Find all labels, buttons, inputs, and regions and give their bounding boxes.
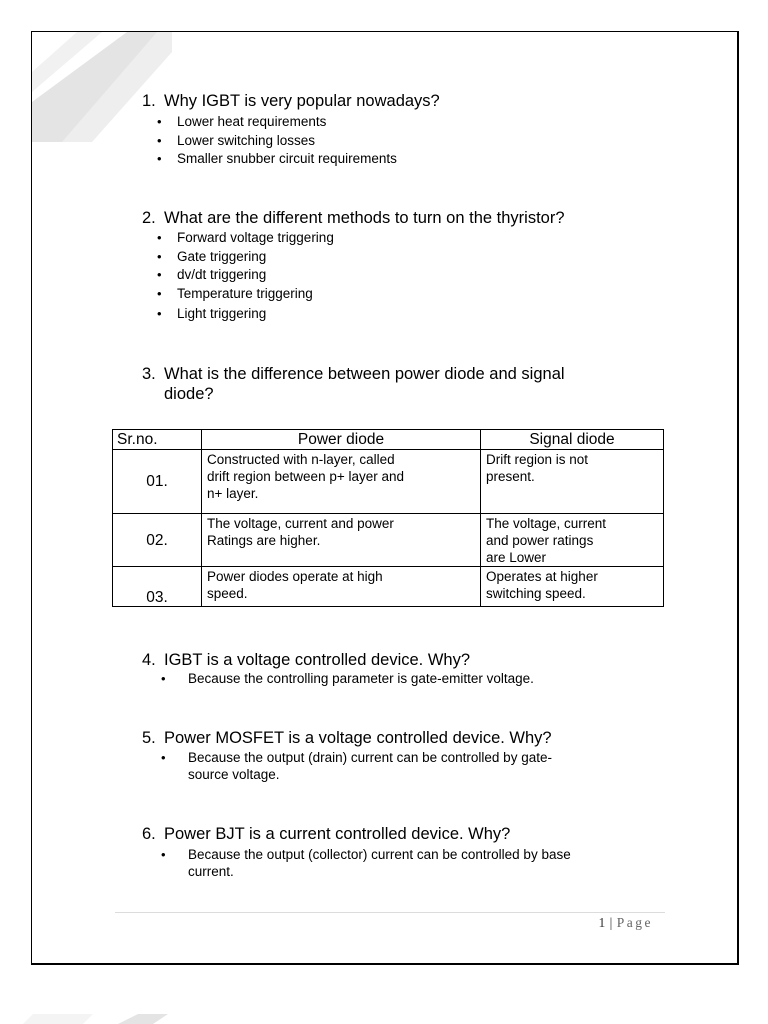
table-cell-signal-diode: [481, 450, 664, 514]
page-number-value: 1: [598, 915, 606, 930]
cell-line: switching speed.: [486, 586, 586, 601]
question-2: [142, 208, 565, 228]
question-1-answers: [157, 113, 397, 169]
question-4-answers: [161, 670, 534, 687]
column-header-srno: Sr.no.: [113, 430, 202, 450]
cell-line: present.: [486, 469, 535, 484]
question-number: 1.: [142, 92, 156, 110]
page-number-separator: |: [609, 915, 613, 930]
list-item-line: • Because the output (drain) current can be controlled by gate-: [188, 750, 552, 765]
table-cell-signal-diode: [481, 514, 664, 567]
cell-line: are Lower: [486, 550, 547, 565]
question-5-answers: [161, 749, 552, 783]
table-cell-srno: 02.: [113, 514, 202, 567]
table-cell-power-diode: [202, 514, 481, 567]
cell-line: Constructed with n-layer, called: [207, 452, 395, 467]
question-2-answers: [157, 229, 334, 324]
question-number: 2.: [142, 209, 156, 227]
list-item: • Because the controlling parameter is gate-emitter voltage.: [161, 670, 534, 687]
list-item-line: • Because the output (collector) current can be controlled by base: [188, 847, 571, 862]
list-item: • Lower heat requirements: [157, 113, 397, 132]
table-cell-power-diode: [202, 567, 481, 607]
list-item: • Temperature triggering: [157, 285, 334, 304]
cell-line: Ratings are higher.: [207, 533, 321, 548]
corner-decoration: [32, 32, 172, 142]
question-text: Why IGBT is very popular nowadays?: [164, 92, 440, 110]
question-text: IGBT is a voltage controlled device. Why?: [164, 651, 471, 669]
question-1: [142, 91, 440, 111]
list-item: • Lower switching losses: [157, 132, 397, 151]
question-number: 6.: [142, 825, 156, 843]
question-text-continued: diode?: [164, 385, 214, 403]
cell-line: The voltage, current: [486, 516, 607, 531]
list-item: • Smaller snubber circuit requirements: [157, 150, 397, 169]
question-number: 4.: [142, 651, 156, 669]
table-header-row: [113, 430, 664, 450]
question-number: 5.: [142, 729, 156, 747]
list-item: • dv/dt triggering: [157, 266, 334, 285]
cell-line: and power ratings: [486, 533, 594, 548]
document-page: [31, 31, 739, 965]
table-cell-srno: 01.: [113, 450, 202, 514]
question-3: [142, 364, 565, 404]
question-number: 3.: [142, 365, 156, 383]
table-cell-power-diode: [202, 450, 481, 514]
column-header-signal-diode: Signal diode: [481, 430, 664, 450]
list-item: • Light triggering: [157, 305, 334, 324]
cell-line: The voltage, current and power: [207, 516, 394, 531]
page-label: Page: [616, 915, 653, 930]
table-cell-signal-diode: [481, 567, 664, 607]
question-text: What are the different methods to turn on the thyristor?: [164, 209, 565, 227]
diode-comparison-table: [112, 429, 664, 607]
table-row: [113, 567, 664, 607]
table-row: [113, 514, 664, 567]
cell-line: Drift region is not: [486, 452, 589, 467]
question-text: Power MOSFET is a voltage controlled device. Why?: [164, 729, 552, 747]
list-item: • Gate triggering: [157, 248, 334, 267]
list-item: [161, 846, 571, 880]
footer-divider: [115, 912, 665, 913]
table-row: [113, 450, 664, 514]
cell-line: Operates at higher: [486, 569, 598, 584]
question-4: [142, 650, 470, 670]
question-6-answers: [161, 846, 571, 880]
cell-line: drift region between p+ layer and: [207, 469, 405, 484]
question-text: What is the difference between power diode and signal: [164, 365, 565, 383]
list-item-line: current.: [188, 864, 234, 879]
list-item: [161, 749, 552, 783]
column-header-power-diode: Power diode: [202, 430, 481, 450]
question-5: [142, 728, 552, 748]
cell-line: Power diodes operate at high: [207, 569, 383, 584]
table-cell-srno: 03.: [113, 567, 202, 607]
list-item: • Forward voltage triggering: [157, 229, 334, 248]
cell-line: n+ layer.: [207, 486, 259, 501]
question-6: [142, 824, 510, 844]
cell-line: speed.: [207, 586, 248, 601]
next-page-corner-decoration: [23, 1014, 173, 1024]
page-number: [599, 915, 653, 931]
list-item-line: source voltage.: [188, 767, 280, 782]
question-text: Power BJT is a current controlled device. Why?: [164, 825, 511, 843]
